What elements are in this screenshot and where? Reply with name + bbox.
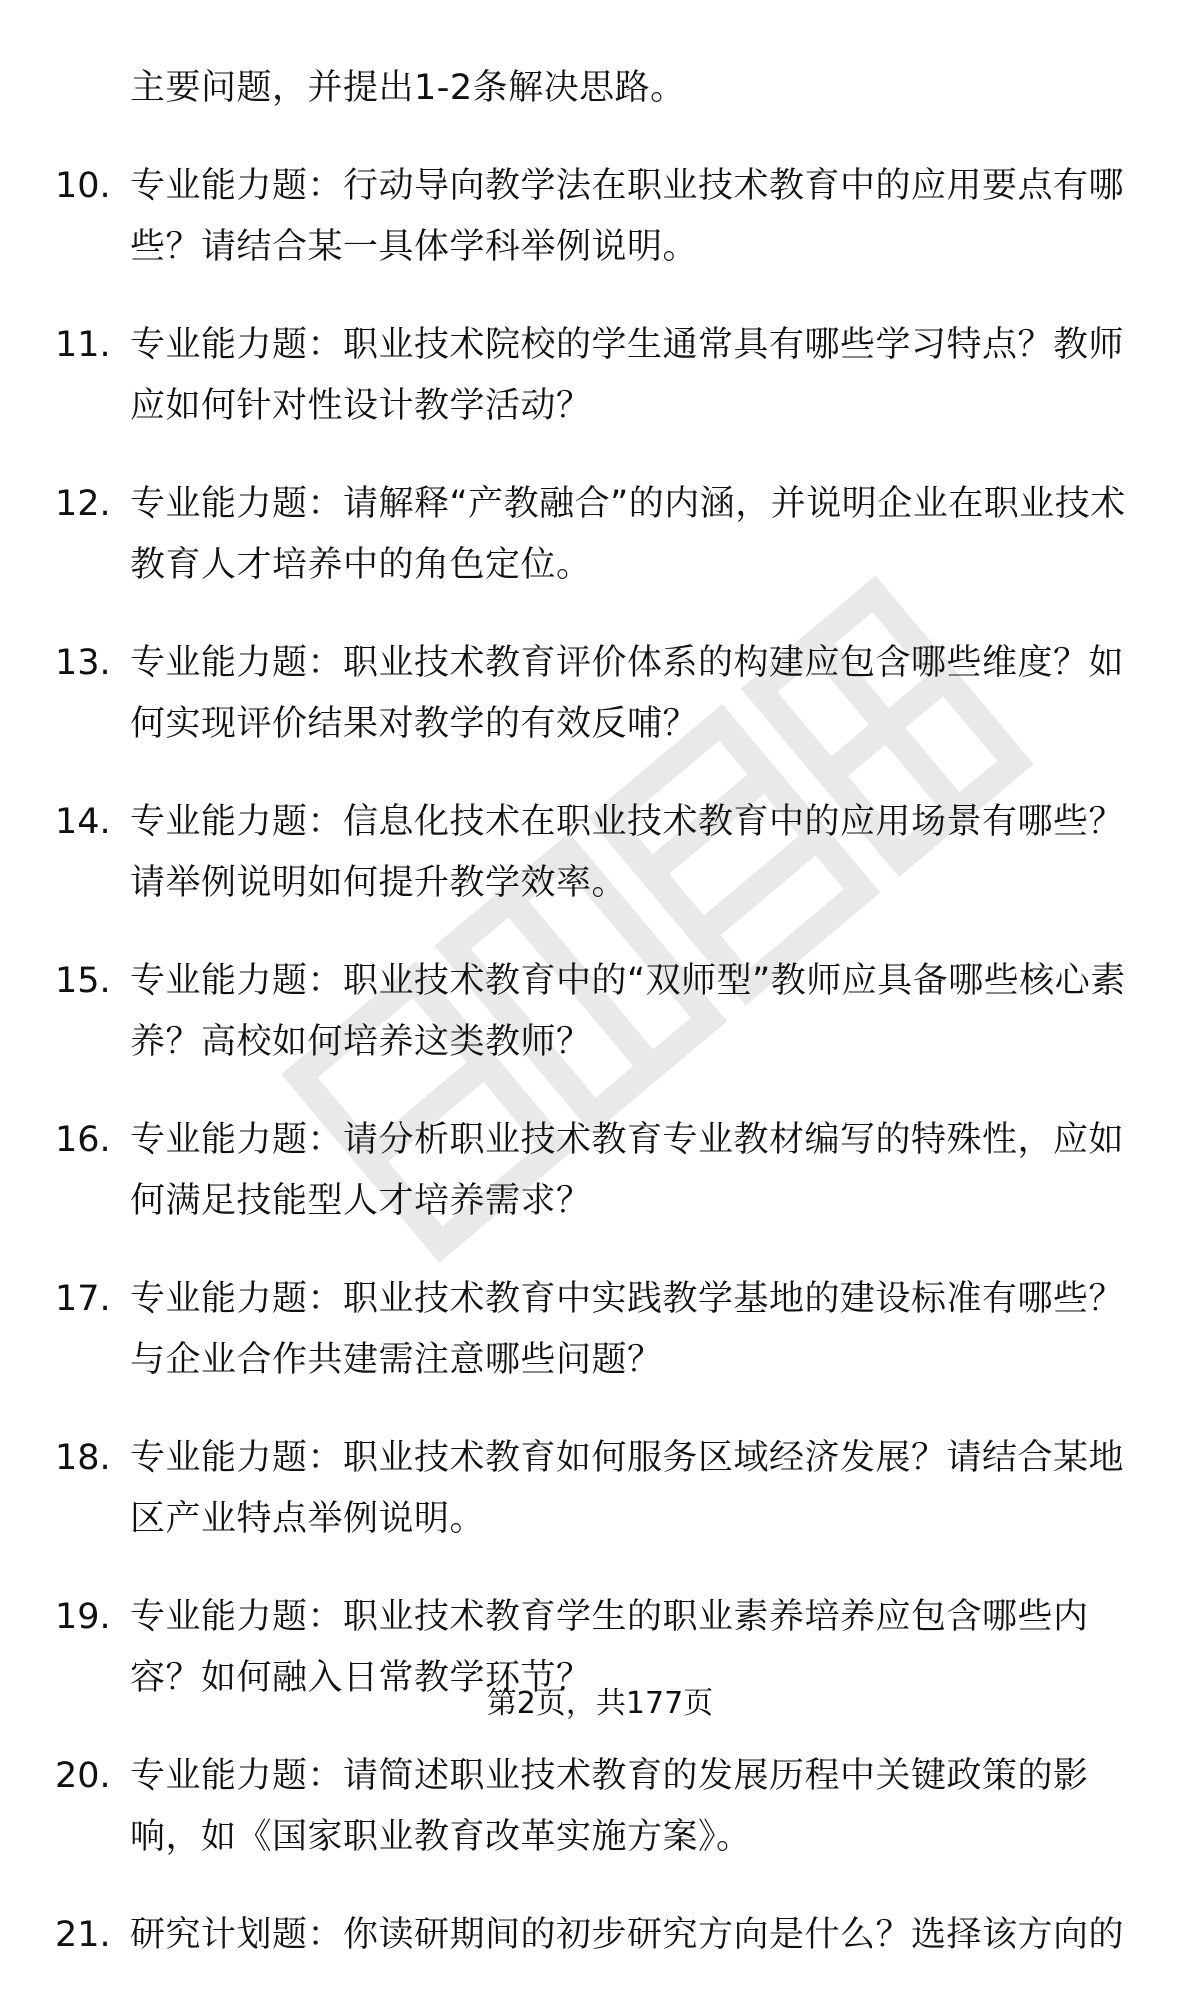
list-item <box>0 58 1200 119</box>
list-item <box>0 1110 1200 1232</box>
page-number: 第2页，共177页 <box>486 1686 714 1721</box>
item-number: 15. <box>55 961 111 1001</box>
item-text: 专业能力题：职业技术教育中实践教学基地的建设标准有哪些？与企业合作共建需注意哪些问题？ <box>130 1279 1125 1380</box>
item-number: 21. <box>55 1915 111 1955</box>
list-item <box>0 792 1200 914</box>
list-item <box>0 633 1200 755</box>
item-text: 主要问题，并提出1-2条解决思路。 <box>130 68 686 108</box>
item-text: 专业能力题：职业技术教育中的“双师型”教师应具备哪些核心素养？高校如何培养这类教师？ <box>130 961 1126 1062</box>
item-text: 专业能力题：请简述职业技术教育的发展历程中关键政策的影响，如《国家职业教育改革实施方案》。 <box>130 1756 1089 1857</box>
item-text: 专业能力题：行动导向教学法在职业技术教育中的应用要点有哪些？请结合某一具体学科举例说明。 <box>130 166 1125 267</box>
list-item <box>0 951 1200 1073</box>
item-number: 20. <box>55 1756 111 1796</box>
item-number: 16. <box>55 1120 111 1160</box>
item-number: 11. <box>55 325 111 365</box>
list-item <box>0 1905 1200 1966</box>
item-number: 13. <box>55 643 111 683</box>
list-item <box>0 1746 1200 1868</box>
item-number: 12. <box>55 484 111 524</box>
item-text: 研究计划题：你读研期间的初步研究方向是什么？选择该方向的 <box>130 1915 1125 1955</box>
item-number: 14. <box>55 802 111 842</box>
list-item <box>0 1428 1200 1550</box>
item-text: 专业能力题：信息化技术在职业技术教育中的应用场景有哪些？请举例说明如何提升教学效率。 <box>130 802 1125 903</box>
list-item <box>0 1269 1200 1391</box>
item-number: 19. <box>55 1597 111 1637</box>
item-text: 专业能力题：请解释“产教融合”的内涵，并说明企业在职业技术教育人才培养中的角色定位。 <box>130 484 1126 585</box>
item-text: 专业能力题：职业技术院校的学生通常具有哪些学习特点？教师应如何针对性设计教学活动？ <box>130 325 1125 426</box>
item-number: 17. <box>55 1279 111 1319</box>
item-text: 专业能力题：职业技术教育如何服务区域经济发展？请结合某地区产业特点举例说明。 <box>130 1438 1125 1539</box>
item-number: 18. <box>55 1438 111 1478</box>
item-text: 专业能力题：请分析职业技术教育专业教材编写的特殊性，应如何满足技能型人才培养需求？ <box>130 1120 1125 1221</box>
list-item <box>0 315 1200 437</box>
item-text: 专业能力题：职业技术教育评价体系的构建应包含哪些维度？如何实现评价结果对教学的有效反哺？ <box>130 643 1125 744</box>
item-number: 10. <box>55 166 111 206</box>
item-text: 专业能力题：职业技术教育学生的职业素养培养应包含哪些内容？如何融入日常教学环节？ <box>130 1597 1089 1698</box>
list-item <box>0 156 1200 278</box>
list-item <box>0 474 1200 596</box>
